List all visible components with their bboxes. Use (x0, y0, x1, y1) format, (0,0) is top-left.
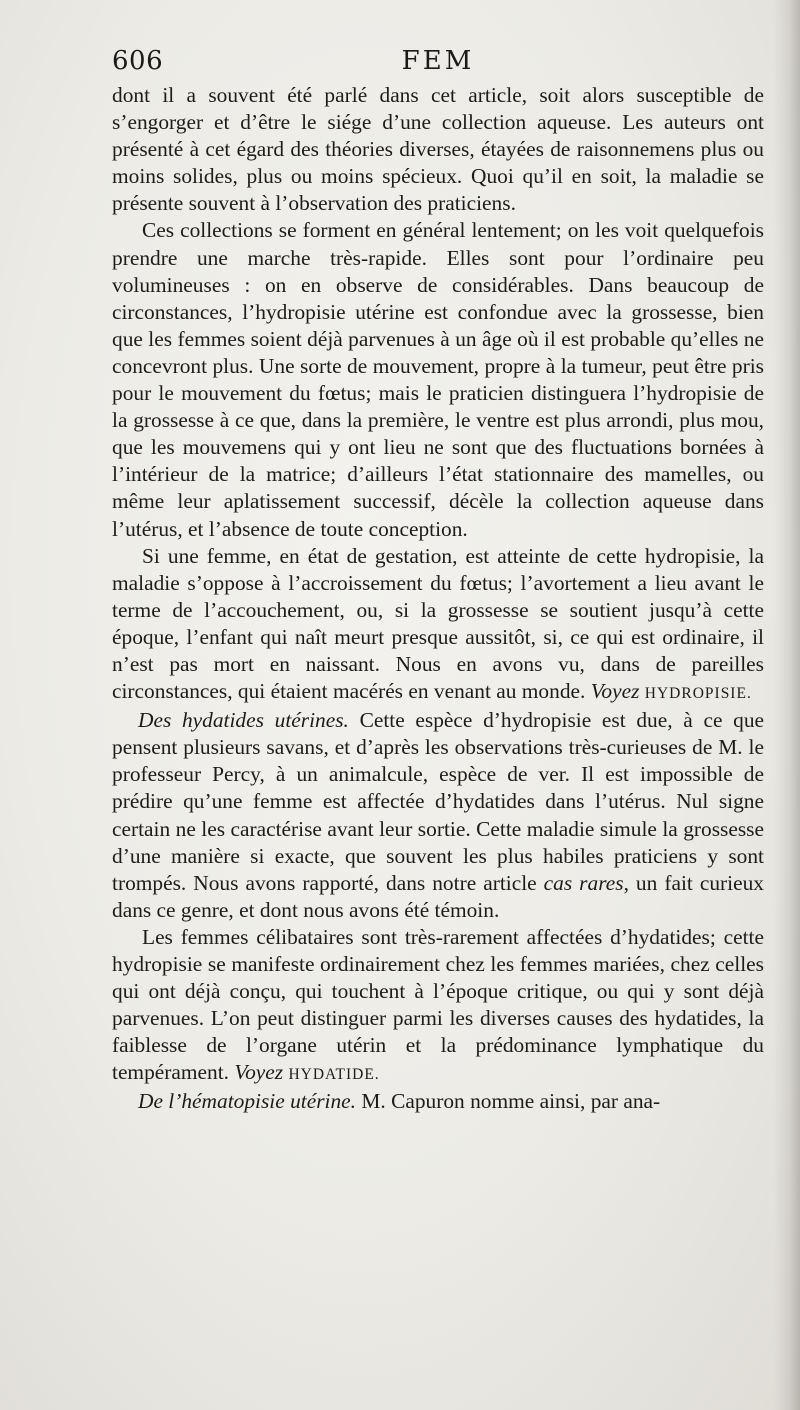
paragraph-celibataires (112, 924, 764, 1089)
paragraph-gestation (112, 543, 764, 708)
paragraph-hydatides (112, 707, 764, 924)
paragraph-continuation: dont il a souvent été parlé dans cet article, soit alors susceptible de s’engorger et d’être le siége d’une collection aqueuse. Les auteurs ont présenté à cet égard des théories diverses, étayées de raisonnemens plus ou moins solides, plus ou moins spécieux. Quoi qu’il en soit, la maladie se présente souvent à l’observation des praticiens. (112, 83, 764, 216)
page-gutter-shadow (774, 0, 800, 1410)
paragraph-celibataires-text: Les femmes célibataires sont très-rarement affectées d’hydatides; cette hydropisie se manifeste ordinairement chez les femmes mariées, chez celles qui ont déjà conçu, qui touchent à l’époque critique, ou qui y sont déjà parvenues. L’on peut distinguer parmi les diverses causes des hydatides, la faiblesse de l’organe utérin et la prédominance lymphatique du tempérament. (112, 924, 764, 1085)
cross-reference-hydropisie: HYDROPISIE. (644, 685, 752, 703)
paragraph-hematopisie-text: M. Capuron nomme ainsi, par ana- (356, 1089, 661, 1114)
running-head: FEM (401, 46, 475, 76)
section-heading-hydatides: Des hydatides utérines. (138, 708, 349, 733)
paragraph-collections: Ces collections se forment en général lentement; on les voit quelquefois prendre une marche très-rapide. Elles sont pour l’ordinaire peu volumineuses : on en observe de considérables. Dans beaucoup de circonstances, l’hydropisie utérine est confondue avec la grossesse, bien que les femmes soient déjà parvenues à un âge où il est probable qu’elles ne concevront plus. Une sorte de mouvement, propre à la tumeur, peut être pris pour le mouvement du fœtus; mais le praticien distinguera l’hydropisie de la grossesse à ce que, dans la première, le ventre est plus arrondi, plus mou, que les mouvemens qui y ont lieu ne sont que des fluctuations bornées à l’intérieur de la matrice; d’ailleurs l’état stationnaire des mamelles, ou même leur aplatissement successif, décèle la collection aqueuse dans l’utérus, et l’absence de toute conception. (112, 218, 764, 541)
paragraph-hematopisie (112, 1088, 764, 1115)
see-also-label: Voyez (590, 679, 640, 704)
cross-reference-cas-rares: cas rares (543, 870, 624, 895)
page-header (112, 46, 764, 82)
cross-reference-hydatide: HYDATIDE. (288, 1066, 380, 1084)
paragraph-hydatides-tail: , un fait curieux dans ce genre, et dont nous avons été témoin. (112, 870, 764, 922)
page-number: 606 (112, 46, 164, 76)
paragraph-gestation-text: Si une femme, en état de gestation, est atteinte de cette hydropisie, la maladie s’oppose à l’accroissement du fœtus; l’avortement a lieu avant le terme de l’accouchement, ou, si la grossesse se soutient jusqu’à cette époque, l’enfant qui naît meurt presque aussitôt, si, ce qui est ordinaire, il n’est pas mort en naissant. Nous en avons vu, dans de pareilles circonstances, qui étaient macérés en venant au monde. (112, 543, 764, 704)
paragraph-hydatides-text: Cette espèce d’hydropisie est due, à ce que pensent plusieurs savans, et d’après les observations très-curieuses de M. le professeur Percy, à un animalcule, espèce de ver. Il est impossible de prédire qu’une femme est affectée d’hydatides dans l’utérus. Nul signe certain ne les caractérise avant leur sortie. Cette maladie simule la grossesse d’une manière si exacte, que souvent les plus habiles praticiens y sont trompés. Nous avons rapporté, dans notre article (112, 708, 765, 895)
body-text (112, 82, 764, 1116)
see-also-label-2: Voyez (234, 1060, 284, 1085)
section-heading-hematopisie: De l’hématopisie utérine. (138, 1089, 357, 1114)
